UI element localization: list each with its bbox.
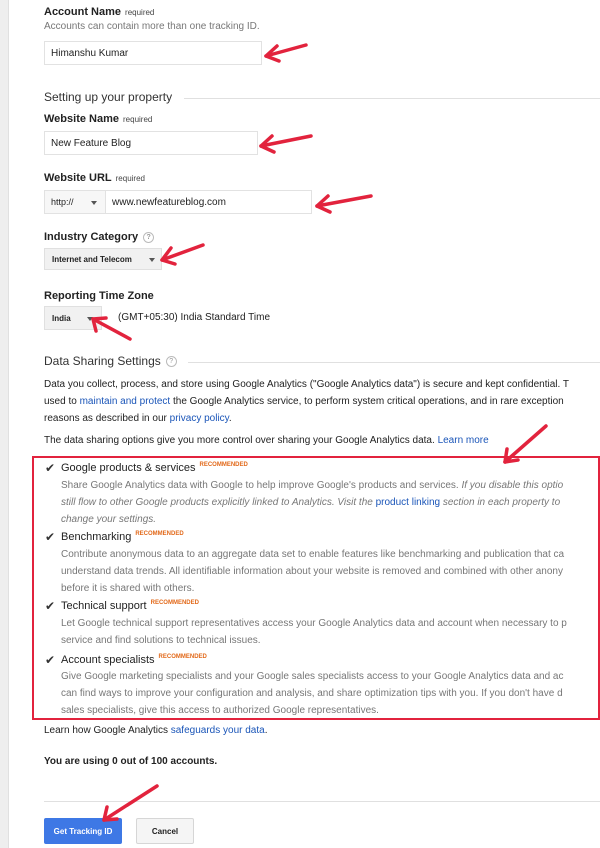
checkbox-technical-support[interactable]: ✔	[45, 599, 56, 613]
product-linking-link[interactable]: product linking	[375, 497, 441, 508]
option-desc-account-specialists: Give Google marketing specialists and your Google sales specialists access to your Google Analytics data and ac can find ways to improve your configuration and analysis, and share optimization tips with you. If you don't have d sales specialists, give this access to authorized Google representatives.	[61, 671, 564, 716]
option-title-google-products: Google products & services $^{RECOMMENDED}$	[61, 462, 248, 474]
cancel-button[interactable]: Cancel	[136, 818, 194, 844]
checkbox-google-products[interactable]: ✔	[45, 461, 56, 475]
timezone-value[interactable]: (GMT+05:30) India Standard Time	[118, 312, 271, 323]
website-name-value: New Feature Blog	[51, 137, 132, 149]
option-title-benchmarking: Benchmarking $^{RECOMMENDED}$	[61, 531, 184, 543]
footer-divider	[44, 801, 600, 802]
help-icon[interactable]: ?	[143, 232, 154, 243]
website-url-label: Website URL required	[44, 172, 145, 184]
learn-more-link[interactable]: Learn more	[437, 435, 489, 446]
industry-category-value: Internet and Telecom	[52, 254, 132, 264]
data-sharing-paragraph: Data you collect, process, and store using Google Analytics ("Google Analytics data") is secure and kept confidential. T used to maintain and protect the Google Analytics service, to perform system critical operations, and in rare exception reasons as described in our privacy policy.	[44, 379, 569, 424]
checkbox-account-specialists[interactable]: ✔	[45, 653, 56, 667]
option-title-technical-support: Technical support $^{RECOMMENDED}$	[61, 600, 199, 612]
timezone-label: Reporting Time Zone	[44, 290, 154, 302]
safeguards-link[interactable]: safeguards your data	[170, 725, 265, 736]
url-protocol-value: http://	[51, 197, 74, 207]
maintain-protect-link[interactable]: maintain and protect	[79, 396, 171, 407]
data-sharing-title: Data Sharing Settings ?	[44, 354, 177, 368]
option-desc-benchmarking: Contribute anonymous data to an aggregate data set to enable features like benchmarking and publication that ca understand data trends. All identifiable information about your website is removed and combined with other anony before it is shared with others.	[61, 549, 565, 594]
website-url-value: www.newfeatureblog.com	[112, 196, 226, 208]
option-desc-technical-support: Let Google technical support representatives access your Google Analytics data and account when necessary to p service and find solutions to technical issues.	[61, 618, 567, 646]
checkbox-benchmarking[interactable]: ✔	[45, 530, 56, 544]
option-title-account-specialists: Account specialists $^{RECOMMENDED}$	[61, 654, 207, 666]
data-sharing-options-intro: The data sharing options give you more control over sharing your Google Analytics data. Learn more	[44, 435, 489, 446]
industry-category-label: Industry Category ?	[44, 231, 154, 243]
annotation-highlight-box	[32, 456, 600, 720]
timezone-country-value: India	[52, 313, 71, 323]
privacy-policy-link[interactable]: privacy policy	[169, 413, 229, 424]
option-desc-google-products: Share Google Analytics data with Google to help improve Google's products and services. If you disable this optio still flow to other Google products explicitly linked to Analytics. Visit the product linking section in each property to change your settings.	[61, 480, 564, 525]
website-name-label: Website Name required	[44, 113, 153, 125]
safeguards-text: Learn how Google Analytics safeguards your data.	[44, 725, 268, 736]
account-name-label: Account Name required	[44, 6, 155, 18]
property-section-title: Setting up your property	[44, 90, 173, 104]
help-icon[interactable]: ?	[166, 356, 177, 367]
account-name-hint: Accounts can contain more than one tracking ID.	[44, 21, 260, 32]
get-tracking-id-button[interactable]: Get Tracking ID	[44, 818, 122, 844]
account-name-value: Himanshu Kumar	[51, 47, 129, 59]
account-usage-text: You are using 0 out of 100 accounts.	[44, 756, 218, 767]
